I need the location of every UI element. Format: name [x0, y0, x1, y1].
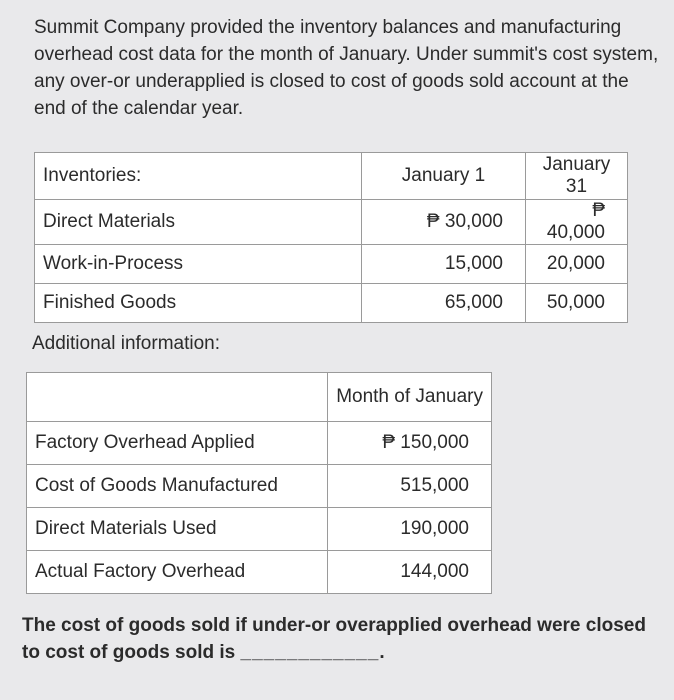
question-text	[22, 612, 662, 666]
row-value: 144,000	[328, 551, 492, 594]
table-row	[27, 465, 492, 508]
value-jan-1: 15,000	[362, 245, 526, 284]
table-row	[35, 284, 628, 323]
row-label: Cost of Goods Manufactured	[27, 465, 328, 508]
row-value: ₱ 150,000	[328, 422, 492, 465]
problem-statement: Summit Company provided the inventory balances and manufacturing overhead cost data for the month of January. Under summit's cost system, any over-or underapplied is closed to cost of goods sold account at the end of the calendar year.	[34, 17, 659, 119]
header-january-31: January 31	[526, 153, 628, 200]
row-label: Actual Factory Overhead	[27, 551, 328, 594]
row-label: Factory Overhead Applied	[27, 422, 328, 465]
table-header-row	[35, 153, 628, 200]
header-january-1: January 1	[362, 153, 526, 200]
table-row	[27, 508, 492, 551]
table-row	[27, 422, 492, 465]
table-header-row	[27, 373, 492, 422]
table-row	[35, 200, 628, 245]
value-jan-1: 65,000	[362, 284, 526, 323]
additional-info-label: Additional information:	[32, 333, 220, 354]
row-label: Work-in-Process	[35, 245, 362, 284]
value-jan-31: 20,000	[526, 245, 628, 284]
value-jan-31: ₱ 40,000	[526, 200, 628, 245]
header-month-of-january: Month of January	[328, 373, 492, 422]
inventories-table	[34, 152, 628, 323]
value-jan-1: ₱ 30,000	[362, 200, 526, 245]
row-label: Finished Goods	[35, 284, 362, 323]
additional-info-table	[26, 372, 492, 594]
row-value: 190,000	[328, 508, 492, 551]
row-label: Direct Materials	[35, 200, 362, 245]
table-row	[27, 551, 492, 594]
row-label: Direct Materials Used	[27, 508, 328, 551]
question-prompt: The cost of goods sold if under-or overapplied overhead were closed to cost of goods sold is	[22, 615, 646, 663]
answer-blank: ____________.	[240, 642, 386, 663]
header-inventories: Inventories:	[35, 153, 362, 200]
header-empty	[27, 373, 328, 422]
row-value: 515,000	[328, 465, 492, 508]
value-jan-31: 50,000	[526, 284, 628, 323]
table-row	[35, 245, 628, 284]
